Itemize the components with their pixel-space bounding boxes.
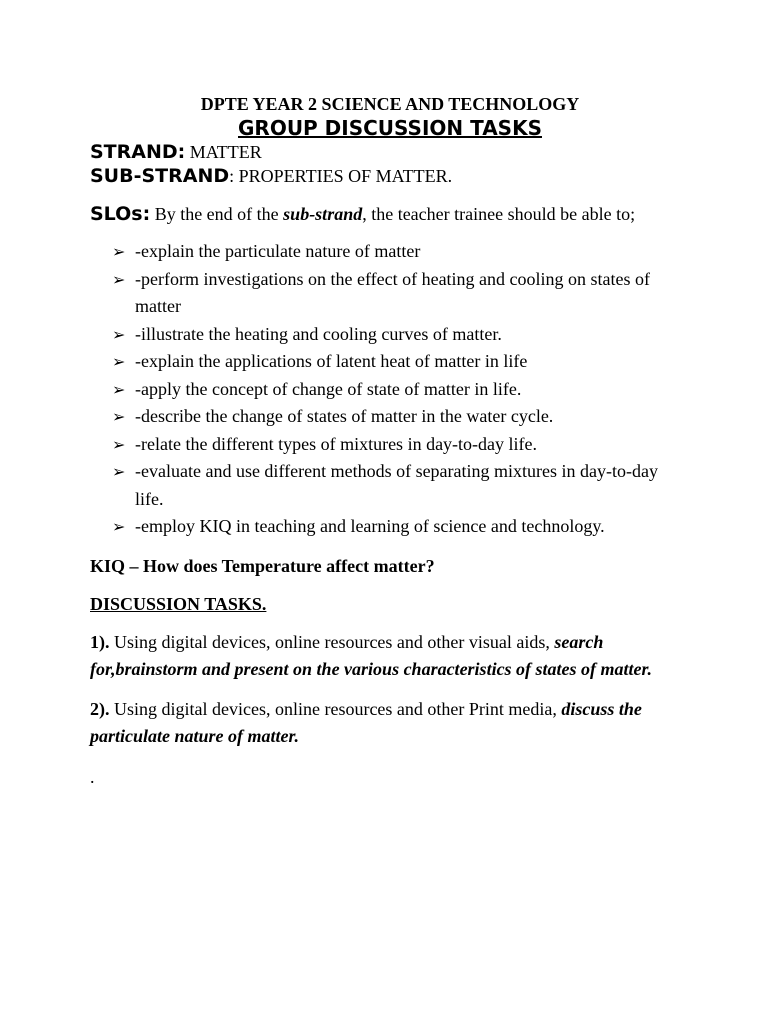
arrow-bullet-icon: ➢ [112, 324, 126, 344]
list-item [90, 458, 690, 513]
list-item [90, 266, 690, 321]
list-item [90, 376, 690, 404]
slos-label: SLOs: [90, 203, 151, 225]
slos-intro-post: , the teacher trainee should be able to; [362, 204, 636, 224]
list-item [90, 513, 690, 541]
trailing-period: . [90, 766, 95, 787]
list-item-text: -apply the concept of change of state of matter in life. [135, 378, 522, 399]
list-item-text: -evaluate and use different methods of separating mixtures in day-to-day life. [135, 461, 658, 509]
list-item [90, 321, 690, 349]
list-item-text: -employ KIQ in teaching and learning of science and technology. [135, 516, 605, 536]
slos-intro-emphasis: sub-strand [283, 204, 363, 224]
document-title: DPTE YEAR 2 SCIENCE AND TECHNOLOGY [200, 94, 580, 114]
kiq-question: KIQ – How does Temperature affect matter? [90, 555, 435, 576]
arrow-bullet-icon: ➢ [112, 379, 126, 399]
task-text: Using digital devices, online resources and other Print media, [109, 698, 562, 719]
strand-line [90, 140, 690, 164]
list-item-text: -perform investigations on the effect of heating and cooling on states of matter [135, 268, 651, 316]
sub-strand-value: PROPERTIES OF MATTER. [234, 166, 453, 186]
list-item [90, 403, 690, 431]
slo-list [90, 238, 690, 541]
strand-label: STRAND: [90, 141, 186, 163]
list-item-text: -relate the different types of mixtures in day-to-day life. [135, 433, 538, 454]
task-item [90, 629, 690, 684]
slos-intro [90, 200, 690, 228]
slos-intro-pre: By the end of the [150, 204, 284, 224]
task-text: Using digital devices, online resources and other visual aids, [109, 631, 555, 652]
strand-value: MATTER [185, 142, 262, 162]
list-item [90, 348, 690, 376]
document-subtitle: GROUP DISCUSSION TASKS [238, 116, 542, 140]
sub-strand-line [90, 164, 690, 188]
sub-strand-label: SUB-STRAND [90, 165, 230, 187]
list-item [90, 431, 690, 459]
document-page [90, 92, 690, 789]
list-item-text: -explain the particulate nature of matter [135, 241, 421, 261]
arrow-bullet-icon: ➢ [112, 269, 126, 289]
list-item-text: -describe the change of states of matter in the water cycle. [135, 406, 554, 426]
arrow-bullet-icon: ➢ [112, 242, 126, 261]
list-item [90, 238, 690, 266]
arrow-bullet-icon: ➢ [112, 517, 126, 536]
arrow-bullet-icon: ➢ [112, 434, 126, 454]
list-item-text: -illustrate the heating and cooling curves of matter. [135, 323, 502, 344]
arrow-bullet-icon: ➢ [112, 462, 126, 481]
task-emphasis: discuss the particulate nature of matter. [90, 698, 642, 746]
task-emphasis: search for,brainstorm and present on the various characteristics of states of matter. [90, 631, 653, 679]
sub-strand-colon: : [229, 166, 235, 186]
list-item-text: -explain the applications of latent heat of matter in life [135, 351, 528, 371]
task-number: 2). [90, 698, 110, 719]
arrow-bullet-icon: ➢ [112, 352, 126, 371]
arrow-bullet-icon: ➢ [112, 407, 126, 426]
task-item [90, 696, 690, 751]
discussion-heading: DISCUSSION TASKS. [90, 593, 267, 614]
task-number: 1). [90, 631, 110, 652]
